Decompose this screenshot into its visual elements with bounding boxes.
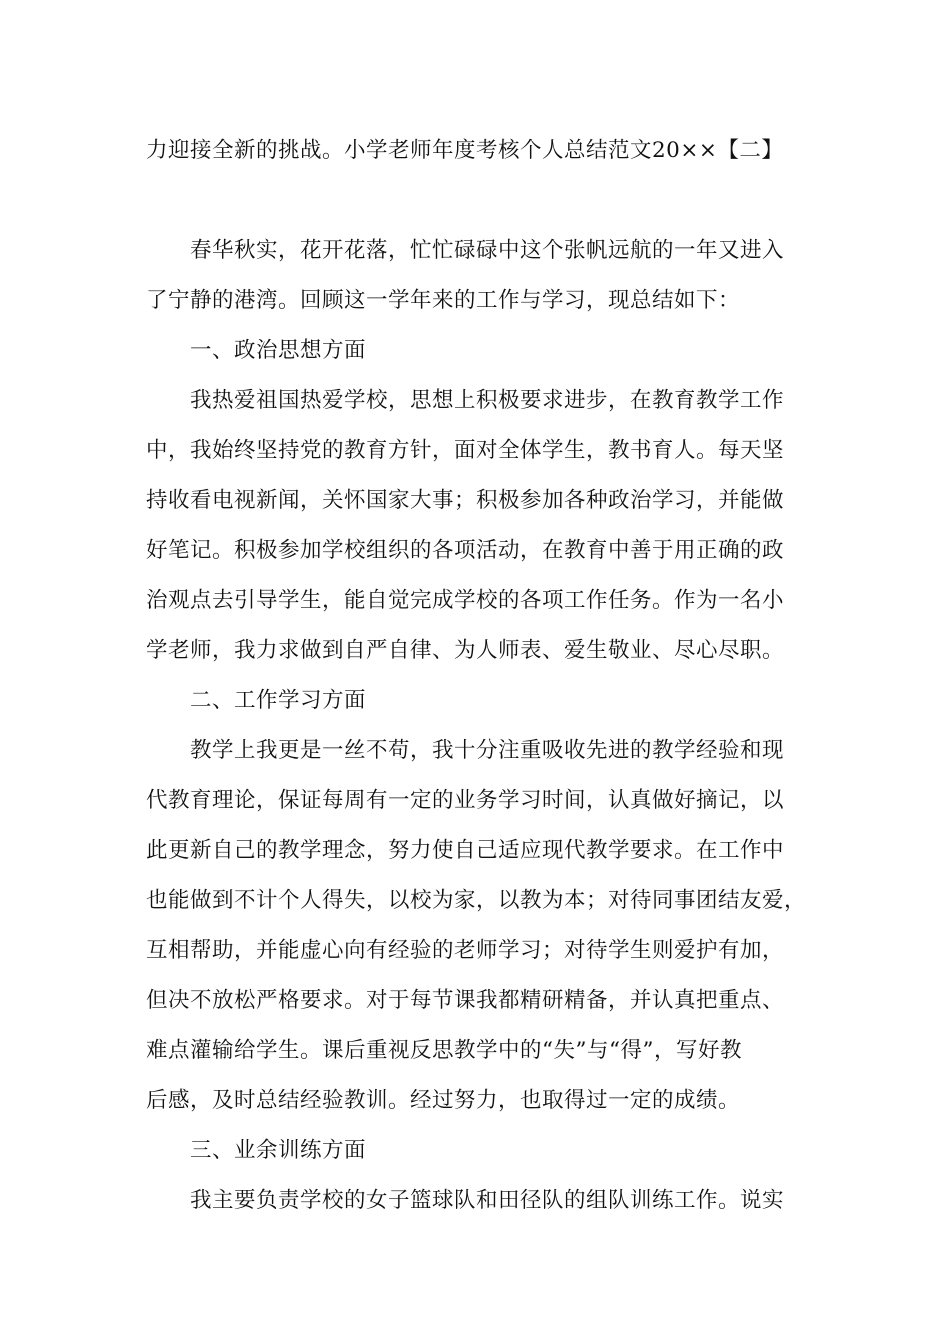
paragraph-work-line-5: 互相帮助，并能虚心向有经验的老师学习；对待学生则爱护有加， (146, 938, 785, 963)
text-line-continuation: 力迎接全新的挑战。小学老师年度考核个人总结范文20××【二】 (146, 138, 784, 163)
paragraph-work-line-2: 代教育理论，保证每周有一定的业务学习时间，认真做好摘记，以 (146, 788, 785, 813)
section-heading-political: 一、政治思想方面 (190, 338, 367, 363)
paragraph-work-line-1: 教学上我更是一丝不苟，我十分注重吸收先进的教学经验和现 (190, 738, 785, 763)
paragraph-political-line-3: 持收看电视新闻，关怀国家大事；积极参加各种政治学习，并能做 (146, 488, 785, 513)
paragraph-intro-line-2: 了宁静的港湾。回顾这一学年来的工作与学习，现总结如下： (146, 288, 741, 313)
paragraph-work-line-7: 难点灌输给学生。课后重视反思教学中的“失”与“得”，写好教 (146, 1038, 742, 1063)
paragraph-work-line-3: 此更新自己的教学理念，努力使自己适应现代教学要求。在工作中 (146, 838, 785, 863)
paragraph-political-line-5: 治观点去引导学生，能自觉完成学校的各项工作任务。作为一名小 (146, 588, 785, 613)
paragraph-political-line-2: 中，我始终坚持党的教育方针，面对全体学生，教书育人。每天坚 (146, 438, 785, 463)
paragraph-political-line-6: 学老师，我力求做到自严自律、为人师表、爱生敬业、尽心尽职。 (146, 638, 785, 663)
paragraph-work-line-8: 后感，及时总结经验教训。经过努力，也取得过一定的成绩。 (146, 1088, 741, 1113)
paragraph-work-line-4: 也能做到不计个人得失，以校为家，以教为本；对待同事团结友爱， (146, 888, 807, 913)
paragraph-work-line-6: 但决不放松严格要求。对于每节课我都精研精备，并认真把重点、 (146, 988, 785, 1013)
section-heading-training: 三、业余训练方面 (190, 1138, 367, 1163)
paragraph-training-line-1: 我主要负责学校的女子篮球队和田径队的组队训练工作。说实 (190, 1188, 785, 1213)
paragraph-political-line-4: 好笔记。积极参加学校组织的各项活动，在教育中善于用正确的政 (146, 538, 785, 563)
paragraph-political-line-1: 我热爱祖国热爱学校，思想上积极要求进步，在教育教学工作 (190, 388, 785, 413)
paragraph-intro-line-1: 春华秋实，花开花落，忙忙碌碌中这个张帆远航的一年又进入 (190, 238, 785, 263)
section-heading-work-study: 二、工作学习方面 (190, 688, 367, 713)
